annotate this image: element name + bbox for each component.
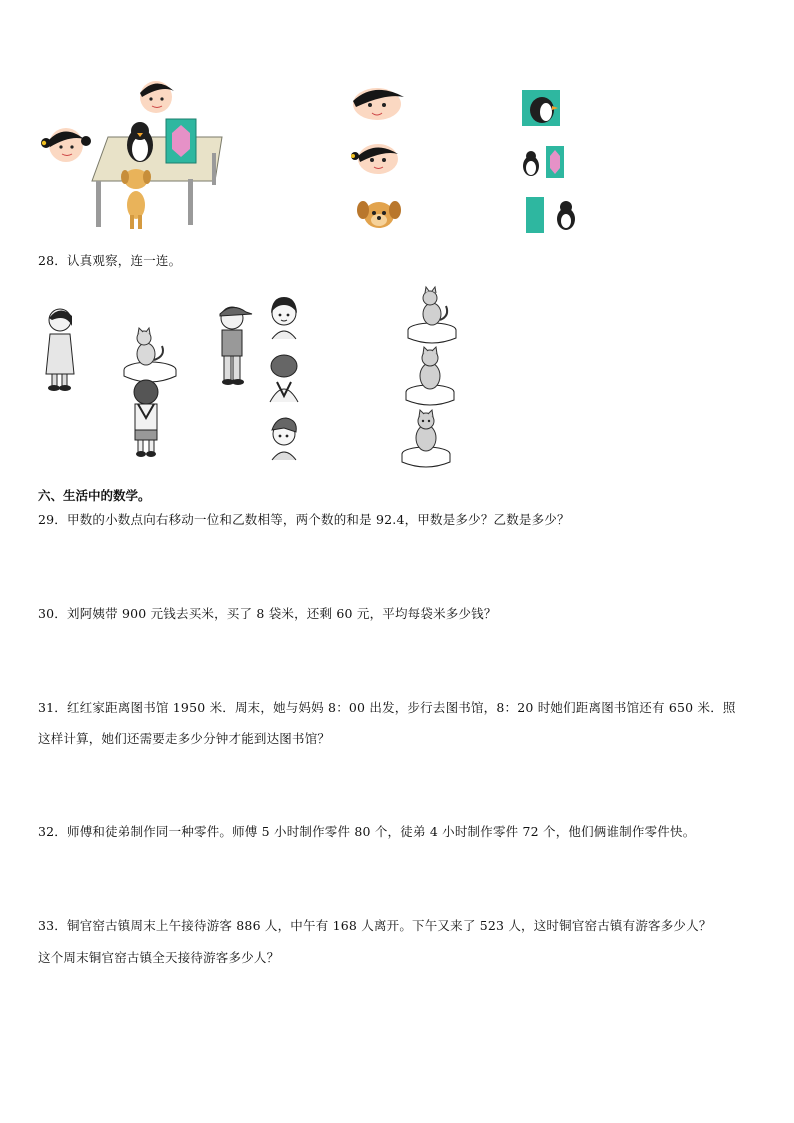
view-penguin-left-image [520,146,566,182]
view-penguin-front-image [522,90,560,130]
boy-with-cap-side-image [212,302,256,392]
dog-head-image [356,196,402,236]
question-33-line-2: 这个周末铜官窑古镇全天接待游客多少人？ [38,950,280,965]
question-31-line-2: 这样计算，她们还需要走多少分钟才能到达图书馆？ [38,731,331,746]
question-32-text: 32．师傅和徒弟制作同一种零件。师傅 5 小时制作零件 80 个，徒弟 4 小时制作零件 72 个，他们俩谁制作零件快。 [38,824,696,839]
girl-face-option-image [266,293,302,345]
table-scene-image [30,75,230,235]
section-6-heading: 六、生活中的数学。 [38,488,151,503]
view-penguin-right-image [524,197,580,237]
question-29-text: 29．甲数的小数点向右移动一位和乙数相等，两个数的和是 92.4，甲数是多少？乙数是多少？ [38,512,570,527]
girl-head-image [350,138,406,182]
question-28-text: 28．认真观察，连一连。 [38,253,182,268]
question-31-line-1: 31．红红家距离图书馆 1950 米．周末，她与妈妈 8：00 出发，步行去图书馆，8：20 时她们距离图书馆还有 650 米．照 [38,700,736,715]
question-30-text: 30．刘阿姨带 900 元钱去买米，买了 8 袋米，还剩 60 元，平均每袋米多少钱？ [38,606,497,621]
girl-side-view-image [38,306,82,396]
cat-side-view-image [404,286,460,350]
question-33-line-1: 33．铜官窑古镇周末上午接待游客 886 人，中午有 168 人离开。下午又来了 523 人，这时铜官窑古镇有游客多少人？ [38,918,712,933]
cat-front-view-image [398,408,454,472]
boy-cap-face-option-image [266,412,302,466]
scene-table-illustration [30,75,230,235]
boy-back-view-image [126,378,166,462]
cat-back-view-image [402,346,458,410]
boy-head-image [346,83,408,127]
boy-back-option-image [266,352,302,408]
